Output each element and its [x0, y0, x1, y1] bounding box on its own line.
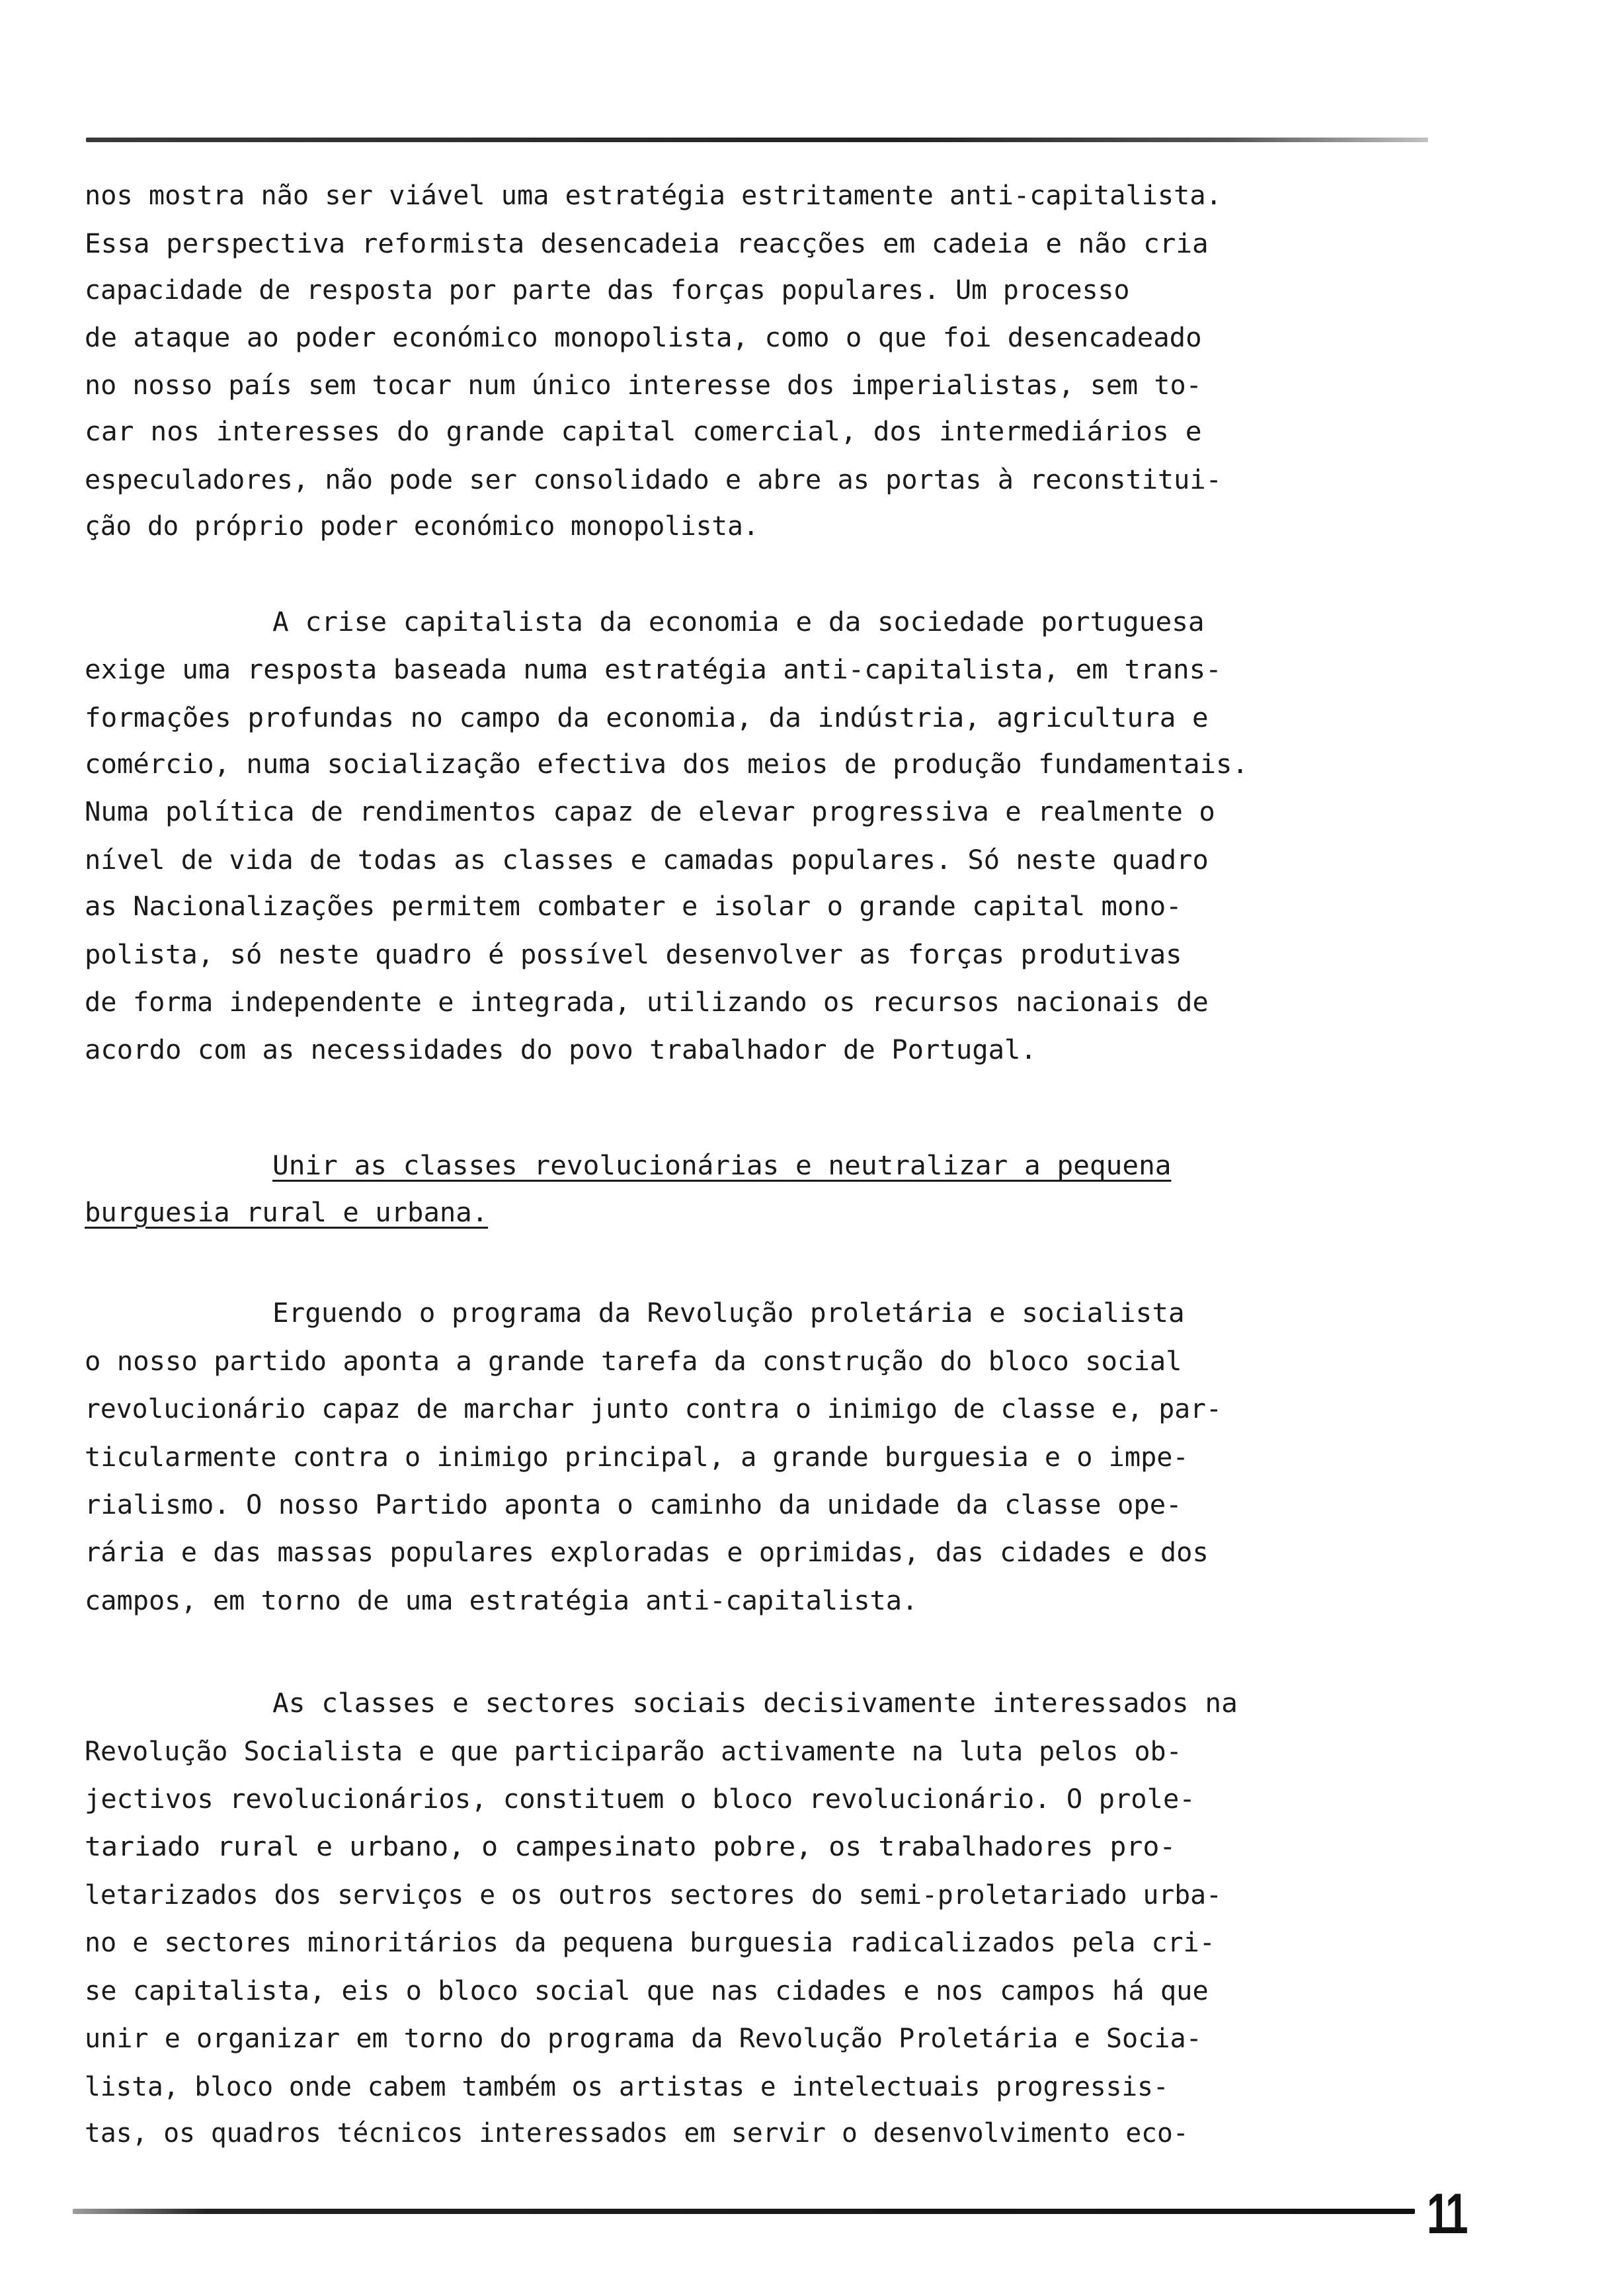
text-line: tas, os quadros técnicos interessados em servir o desenvolvimento eco- [85, 2118, 1189, 2149]
top-rule [86, 138, 1428, 142]
text-line: campos, em torno de uma estratégia anti-capitalista. [85, 1586, 918, 1616]
text-line: Essa perspectiva reformista desencadeia reacções em cadeia e não cria [85, 229, 1209, 259]
text-line: o nosso partido aponta a grande tarefa da construção do bloco social [85, 1346, 1182, 1377]
text-line: se capitalista, eis o bloco social que nas cidades e nos campos há que [85, 1976, 1209, 2006]
text-line: acordo com as necessidades do povo trabalhador de Portugal. [85, 1035, 1037, 1065]
heading-line: burguesia rural e urbana. [85, 1198, 489, 1228]
text-line: ticularmente contra o inimigo principal, a grande burguesia e o impe- [85, 1442, 1189, 1473]
text-line: formações profundas no campo da economia, da indústria, agricultura e [85, 703, 1209, 733]
text-line: Erguendo o programa da Revolução proletária e socialista [272, 1298, 1185, 1329]
text-line: capacidade de resposta por parte das forças populares. Um processo [85, 275, 1130, 306]
text-line: revolucionário capaz de marchar junto contra o inimigo de classe e, par- [85, 1394, 1222, 1424]
text-line: As classes e sectores sociais decisivamente interessados na [272, 1688, 1238, 1719]
text-line: exige uma resposta baseada numa estratégia anti-capitalista, em trans- [85, 655, 1222, 685]
text-line: polista, só neste quadro é possível desenvolver as forças produtivas [85, 940, 1182, 970]
text-line: nível de vida de todas as classes e camadas populares. Só neste quadro [85, 845, 1209, 876]
text-line: jectivos revolucionários, constituem o bloco revolucionário. O prole- [85, 1784, 1195, 1815]
text-line: Numa política de rendimentos capaz de elevar progressiva e realmente o [85, 797, 1215, 827]
text-line: no e sectores minoritários da pequena burguesia radicalizados pela cri- [85, 1928, 1215, 1958]
bottom-rule [73, 2209, 1415, 2214]
text-line: de ataque ao poder económico monopolista, como o que foi desencadeado [85, 323, 1202, 353]
text-line: rialismo. O nosso Partido aponta o caminho da unidade da classe ope- [85, 1490, 1182, 1520]
text-line: nos mostra não ser viável uma estratégia estritamente anti-capitalista. [85, 181, 1222, 211]
text-line: especuladores, não pode ser consolidado e abre as portas à reconstitui- [85, 465, 1222, 495]
text-line: no nosso país sem tocar num único interesse dos imperialistas, sem to- [85, 370, 1202, 401]
text-line: as Nacionalizações permitem combater e isolar o grande capital mono- [85, 891, 1182, 922]
text-line: A crise capitalista da economia e da sociedade portuguesa [272, 607, 1205, 637]
heading-line: Unir as classes revolucionárias e neutralizar a pequena [272, 1151, 1172, 1181]
text-line: ção do próprio poder económico monopolista. [85, 511, 759, 542]
text-line: de forma independente e integrada, utilizando os recursos nacionais de [85, 987, 1209, 1018]
text-line: Revolução Socialista e que participarão activamente na luta pelos ob- [85, 1737, 1182, 1767]
text-line: lista, bloco onde cabem também os artistas e intelectuais progressis- [85, 2072, 1169, 2102]
text-line: unir e organizar em torno do programa da Revolução Proletária e Socia- [85, 2024, 1202, 2054]
text-line: tariado rural e urbano, o campesinato pobre, os trabalhadores pro- [85, 1832, 1176, 1862]
text-line: car nos interesses do grande capital comercial, dos intermediários e [85, 417, 1202, 447]
page-number: 11 [1427, 2182, 1467, 2246]
text-line: rária e das massas populares exploradas e oprimidas, das cidades e dos [85, 1538, 1209, 1568]
text-line: letarizados dos serviços e os outros sectores do semi-proletariado urba- [85, 1880, 1222, 1910]
text-line: comércio, numa socialização efectiva dos meios de produção fundamentais. [85, 749, 1248, 780]
